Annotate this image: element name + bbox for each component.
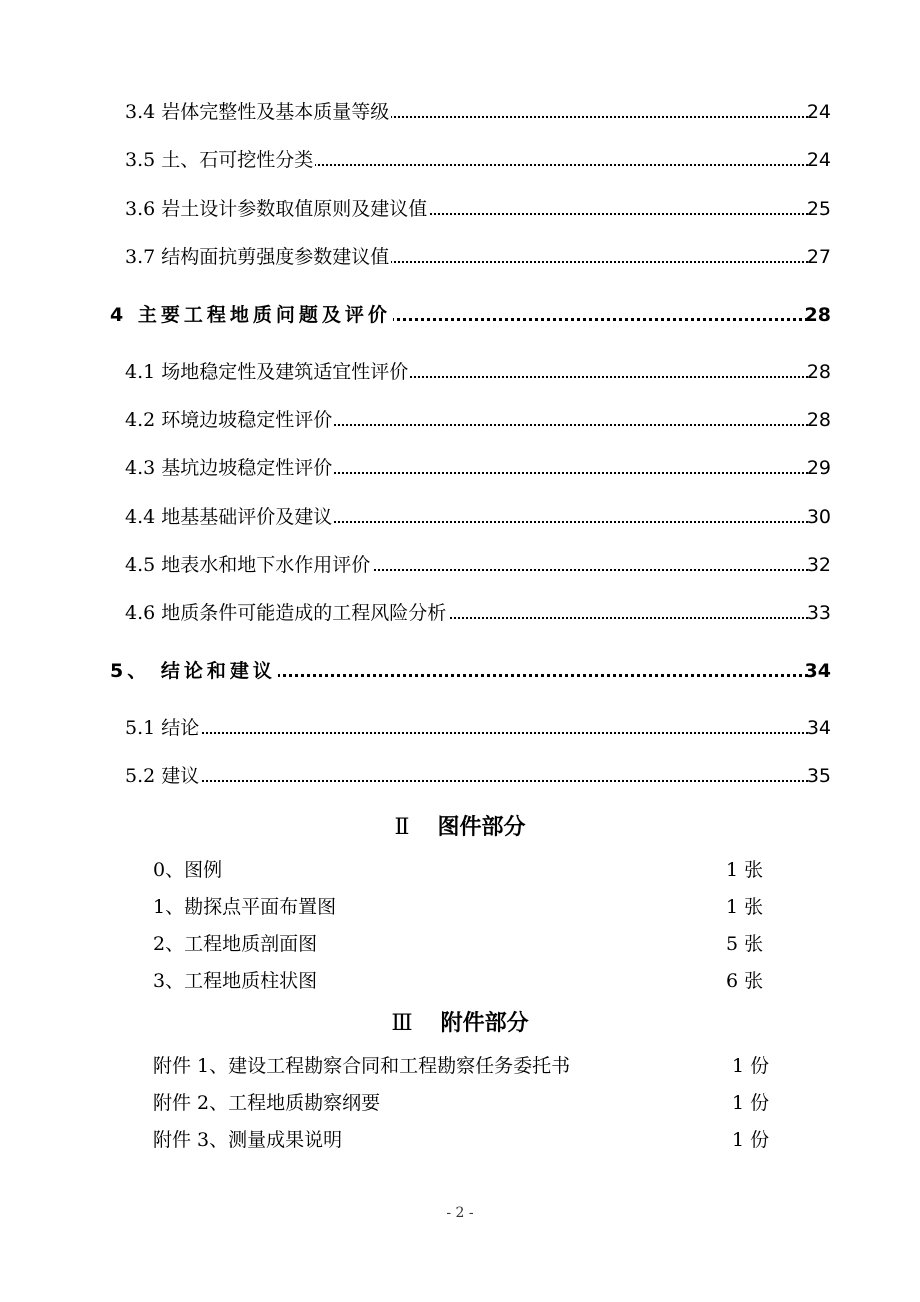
toc-page-number: 32 — [806, 554, 831, 576]
attachment-quantity: 1 份 — [732, 1092, 770, 1114]
dot-leader — [125, 732, 808, 734]
attachment-item — [0, 1088, 920, 1118]
toc-chapter-label: 4 主要工程地质问题及评价 — [110, 300, 393, 330]
toc-entry-3-4[interactable] — [0, 97, 920, 127]
toc-entry-4-6[interactable] — [0, 598, 920, 628]
figure-name: 3、工程地质柱状图 — [153, 970, 318, 992]
toc-page-number: 28 — [804, 304, 831, 326]
figure-quantity: 1 张 — [726, 896, 764, 918]
section-numeral: Ⅲ — [391, 1011, 413, 1036]
toc-entry-label: 3.5 土、石可挖性分类 — [125, 145, 315, 175]
figure-item — [0, 855, 920, 885]
toc-entry-3-7[interactable] — [0, 242, 920, 272]
toc-page-number: 28 — [806, 409, 831, 431]
figure-quantity: 1 张 — [726, 859, 764, 881]
toc-entry-4-3[interactable] — [0, 453, 920, 483]
toc-entry-label: 5.1 结论 — [125, 713, 201, 743]
toc-page-number: 30 — [806, 506, 831, 528]
figure-name: 2、工程地质剖面图 — [153, 933, 318, 955]
toc-chapter-label: 5、 结论和建议 — [110, 656, 278, 686]
figure-item — [0, 929, 920, 959]
figure-item — [0, 966, 920, 996]
toc-entry-label: 4.2 环境边坡稳定性评价 — [125, 405, 334, 435]
toc-page-number: 24 — [806, 149, 831, 171]
toc-page-number: 35 — [806, 765, 831, 787]
figure-name: 1、勘探点平面布置图 — [153, 896, 337, 918]
figure-quantity: 6 张 — [726, 970, 764, 992]
toc-entry-4[interactable] — [0, 300, 920, 330]
toc-entry-3-6[interactable] — [0, 194, 920, 224]
section-title: 附件部分 — [440, 1011, 529, 1036]
toc-entry-label: 4.6 地质条件可能造成的工程风险分析 — [125, 598, 448, 628]
figure-quantity: 5 张 — [726, 933, 764, 955]
toc-page-number: 33 — [806, 602, 831, 624]
toc-page-number: 28 — [806, 361, 831, 383]
toc-entry-label: 3.6 岩土设计参数取值原则及建议值 — [125, 194, 429, 224]
toc-entry-label: 3.7 结构面抗剪强度参数建议值 — [125, 242, 391, 272]
toc-entry-label: 4.1 场地稳定性及建筑适宜性评价 — [125, 357, 410, 387]
attachment-item — [0, 1051, 920, 1081]
attachment-quantity: 1 份 — [732, 1129, 770, 1151]
attachment-name: 附件 2、工程地质勘察纲要 — [153, 1092, 381, 1114]
section-title: 图件部分 — [437, 815, 526, 840]
toc-page-number: 25 — [806, 198, 831, 220]
dot-leader — [125, 780, 808, 782]
toc-page-number: 29 — [806, 457, 831, 479]
toc-entry-5-2[interactable] — [0, 761, 920, 791]
attachment-name: 附件 3、测量成果说明 — [153, 1129, 343, 1151]
toc-entry-label: 5.2 建议 — [125, 761, 201, 791]
toc-entry-5[interactable] — [0, 656, 920, 686]
attachments-heading — [0, 1006, 920, 1037]
toc-entry-4-1[interactable] — [0, 357, 920, 387]
figure-name: 0、图例 — [153, 859, 223, 881]
attachment-quantity: 1 份 — [732, 1055, 770, 1077]
attachment-name: 附件 1、建设工程勘察合同和工程勘察任务委托书 — [153, 1055, 571, 1077]
section-numeral: Ⅱ — [394, 815, 410, 840]
figures-heading — [0, 810, 920, 841]
toc-entry-4-5[interactable] — [0, 550, 920, 580]
attachment-item — [0, 1125, 920, 1155]
toc-entry-label: 4.5 地表水和地下水作用评价 — [125, 550, 372, 580]
page-number: - 2 - — [446, 1205, 474, 1221]
toc-entry-label: 4.4 地基基础评价及建议 — [125, 502, 334, 532]
toc-page-number: 27 — [806, 246, 831, 268]
toc-entry-5-1[interactable] — [0, 713, 920, 743]
toc-page-number: 34 — [804, 660, 831, 682]
toc-page-number: 24 — [806, 101, 831, 123]
toc-entry-4-4[interactable] — [0, 502, 920, 532]
figure-item — [0, 892, 920, 922]
toc-entry-3-5[interactable] — [0, 145, 920, 175]
toc-page-number: 34 — [806, 717, 831, 739]
toc-entry-4-2[interactable] — [0, 405, 920, 435]
toc-entry-label: 3.4 岩体完整性及基本质量等级 — [125, 97, 391, 127]
toc-entry-label: 4.3 基坑边坡稳定性评价 — [125, 453, 334, 483]
